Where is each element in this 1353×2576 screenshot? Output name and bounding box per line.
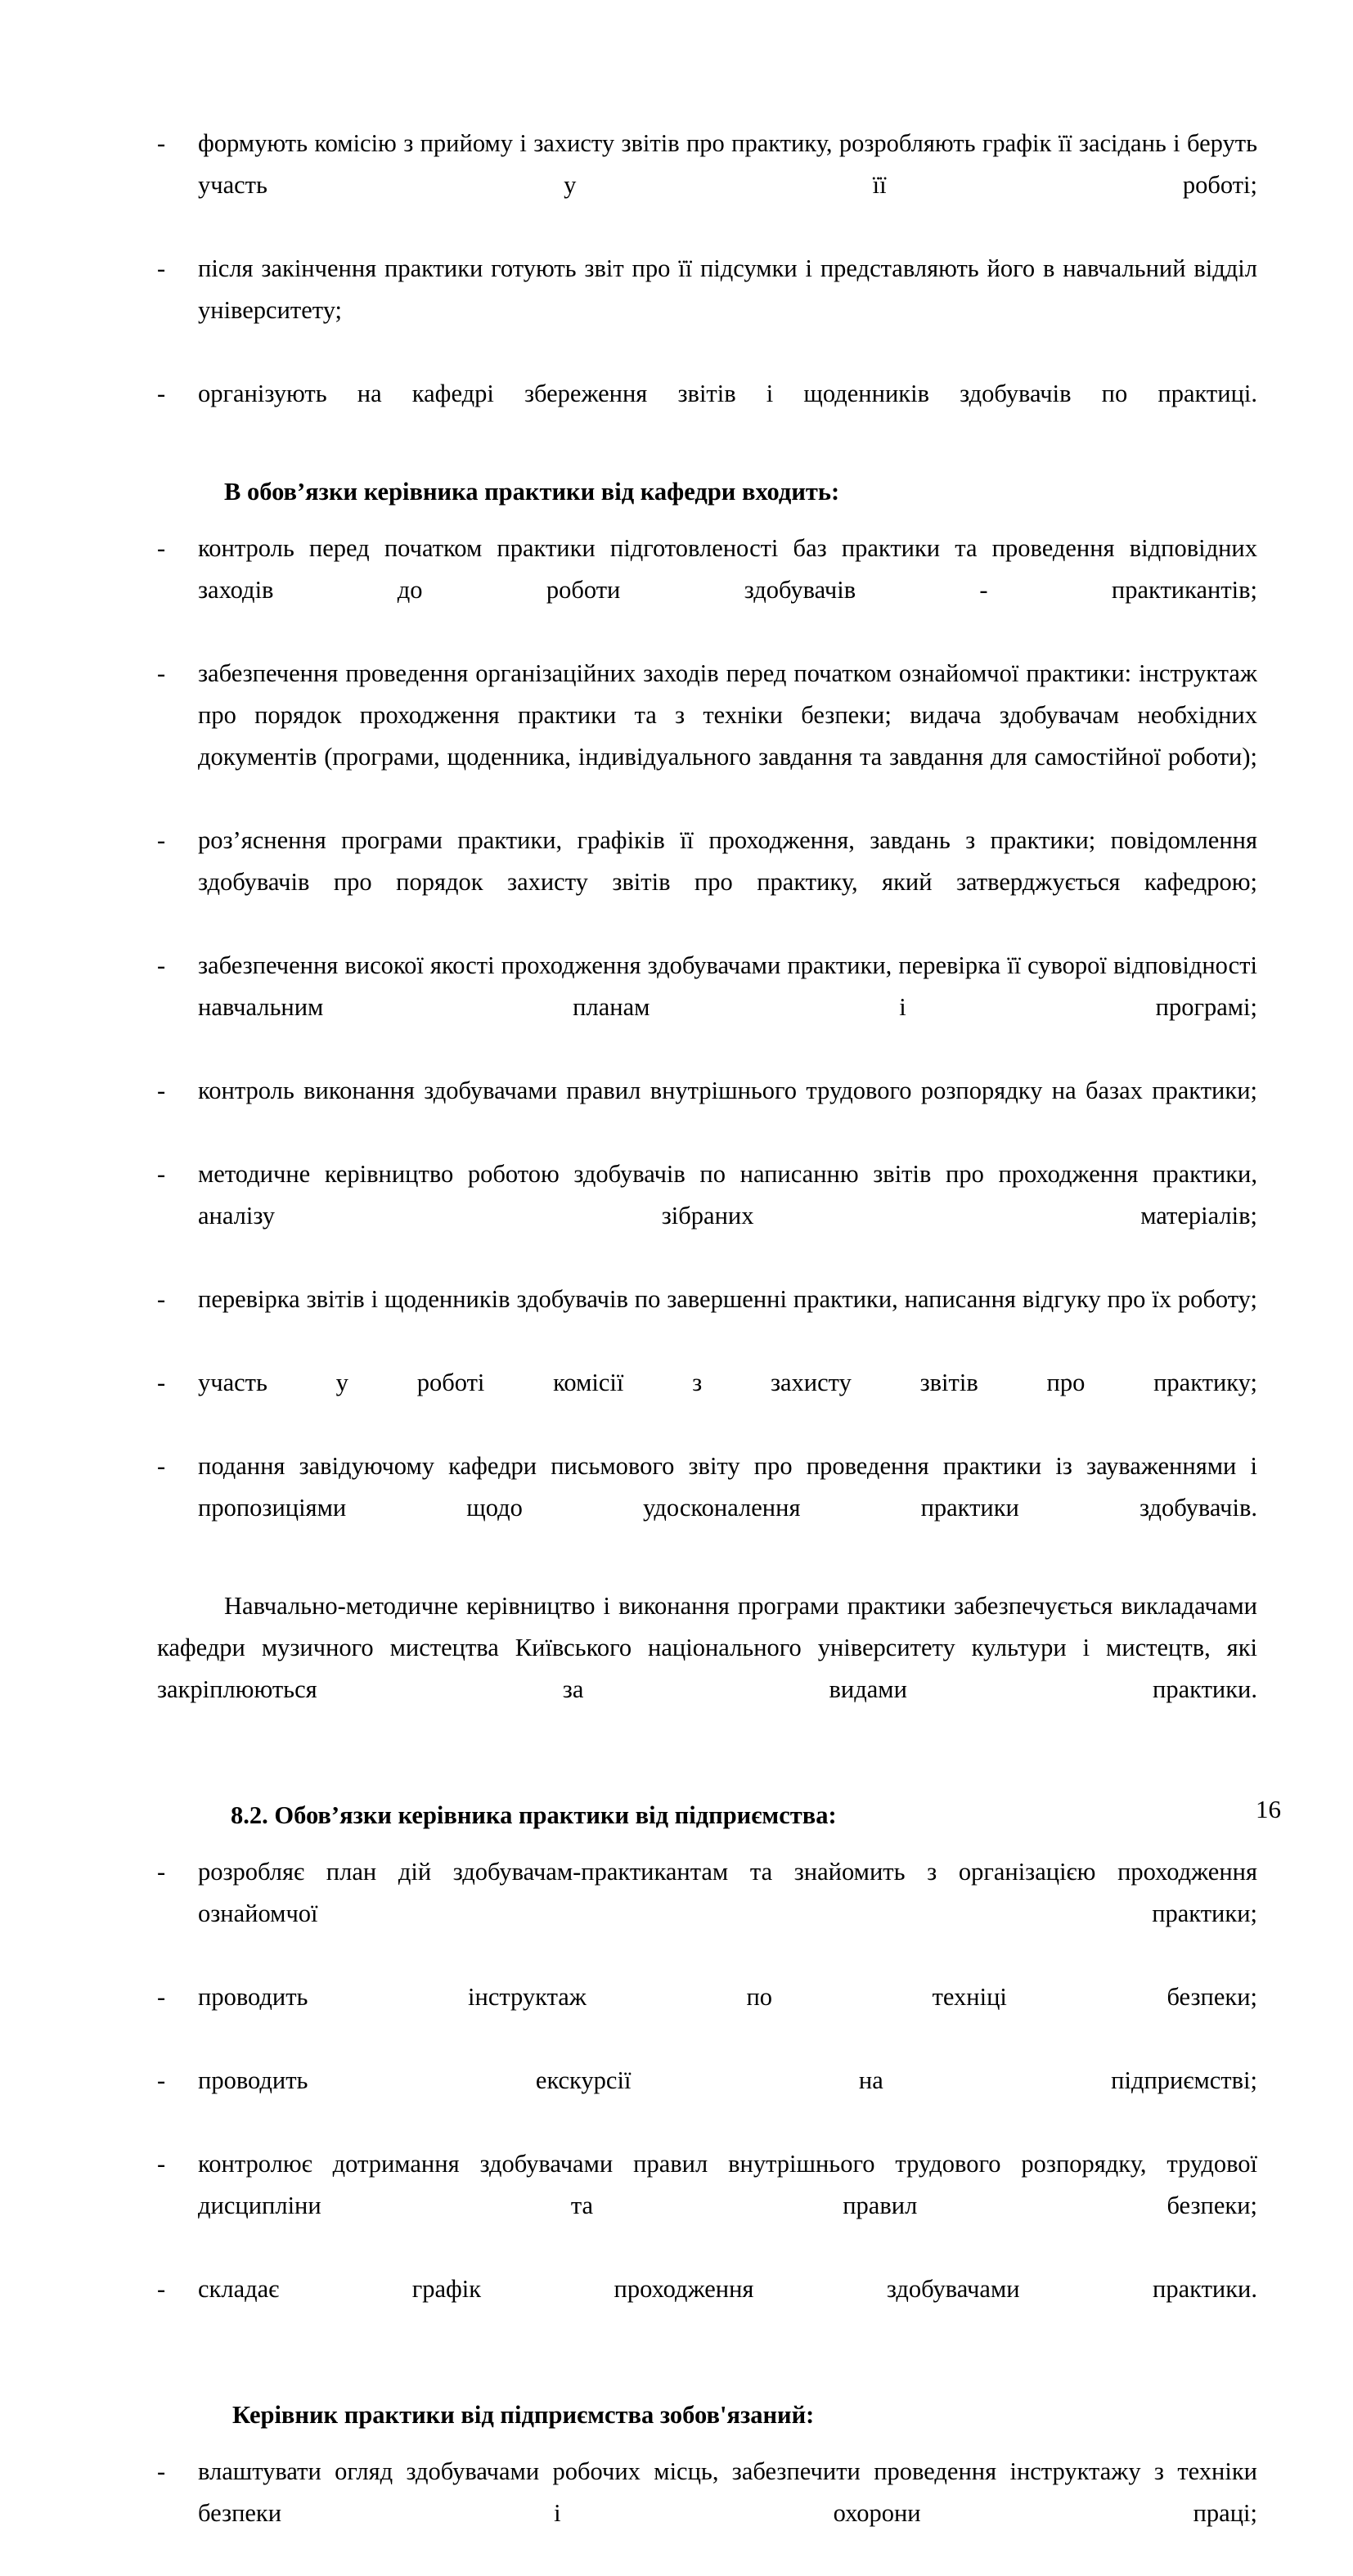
- list-item: [157, 1445, 1257, 1571]
- list-item: [157, 123, 1257, 248]
- bullet-dash: -: [157, 534, 166, 562]
- list-item-text: перевірка звітів і щоденників здобувачів по завершенні практики, написання відгуку про їх роботу;: [198, 1285, 1257, 1313]
- list-item-text: складає графік проходження здобувачами практики.: [198, 2275, 1257, 2303]
- bullet-dash: -: [157, 380, 166, 407]
- bullet-dash: -: [157, 1983, 166, 2011]
- list-item: [157, 373, 1257, 456]
- list-item-text: формують комісію з прийому і захисту звітів про практику, розробляють графік її засідань і беруть участь у її роботі;: [198, 129, 1257, 199]
- bullet-dash: -: [157, 1285, 166, 1313]
- bullet-dash: -: [157, 1077, 166, 1104]
- list-item: [157, 1851, 1257, 1976]
- bullet-dash: -: [157, 2066, 166, 2094]
- list-item: [157, 653, 1257, 820]
- bullet-dash: -: [157, 2150, 166, 2178]
- block-spacer: [157, 1752, 1257, 1795]
- list-item-text: контроль перед початком практики підготовленості баз практики та проведення відповідних заходів до роботи здобувачів - практикантів;: [198, 534, 1257, 604]
- bullet-dash: -: [157, 659, 166, 687]
- page-number: 16: [1256, 1795, 1281, 1823]
- list-item-text: роз’яснення програми практики, графіків її проходження, завдань з практики; повідомлення здобувачів про порядок захисту звітів про практику, який затверджується кафедрою;: [198, 826, 1257, 896]
- enterprise-supervisor-obligations-list: [157, 2451, 1257, 2576]
- heading-8-2-enterprise-supervisor-duties: 8.2. Обов’язки керівника практики від підприємства:: [231, 1801, 837, 1829]
- bullet-dash: -: [157, 826, 166, 854]
- list-item: [157, 2268, 1257, 2352]
- list-item: [157, 1279, 1257, 1362]
- list-item-text: забезпечення проведення організаційних заходів перед початком ознайомчої практики: інструктаж про порядок проходження практики та з техніки безпеки; видача здобувачам необхідних документів (програми, щоденника, індивідуального завдання та завдання для самостійної роботи);: [198, 659, 1257, 771]
- list-item: [157, 2143, 1257, 2268]
- list-item-text: забезпечення високої якості проходження здобувачами практики, перевірка її суворої відповідності навчальним планам і програмі;: [198, 951, 1257, 1021]
- list-item-text: участь у роботі комісії з захисту звітів про практику;: [198, 1369, 1257, 1396]
- list-item-text: розробляє план дій здобувачам-практикантам та знайомить з організацією проходження ознайомчої практики;: [198, 1858, 1257, 1927]
- block-spacer: [157, 456, 1257, 471]
- bullet-dash: -: [157, 129, 166, 157]
- list-item-text: проводить інструктаж по техніці безпеки;: [198, 1983, 1257, 2011]
- list-item-text: контроль виконання здобувачами правил внутрішнього трудового розпорядку на базах практики;: [198, 1077, 1257, 1104]
- list-item: [157, 528, 1257, 653]
- list-item: [157, 1362, 1257, 1445]
- list-item-text: влаштувати огляд здобувачами робочих місць, забезпечити проведення інструктажу з техніки безпеки і охорони праці;: [198, 2457, 1257, 2527]
- heading-department-supervisor-duties: В обов’язки керівника практики від кафедри входить:: [224, 478, 840, 506]
- duties-department-head-list: [157, 123, 1257, 456]
- bullet-dash: -: [157, 1452, 166, 1480]
- bullet-dash: -: [157, 1858, 166, 1886]
- block-spacer: [157, 1836, 1257, 1851]
- list-item: [157, 1153, 1257, 1279]
- list-item: [157, 2451, 1257, 2576]
- paragraph-methodical-guidance: Навчально-методичне керівництво і виконання програми практики забезпечується викладачами кафедри музичного мистецтва Київського національного університету культури і мистецтв, які закріплюються за видами практики.: [157, 1592, 1257, 1703]
- heading-enterprise-supervisor-obliged: Керівник практики від підприємства зобов'язаний:: [232, 2401, 815, 2429]
- list-item-text: після закінчення практики готують звіт про її підсумки і представляють його в навчальний відділ університету;: [198, 254, 1257, 324]
- bullet-dash: -: [157, 2275, 166, 2303]
- list-item-text: контролює дотримання здобувачами правил внутрішнього трудового розпорядку, трудової дисципліни та правил безпеки;: [198, 2150, 1257, 2219]
- block-spacer: [157, 2352, 1257, 2394]
- list-item: [157, 1976, 1257, 2060]
- list-item: [157, 248, 1257, 373]
- list-item: [157, 1070, 1257, 1153]
- list-item-text: подання завідуючому кафедри письмового звіту про проведення практики із зауваженнями і пропозиціями щодо удосконалення практики здобувачів.: [198, 1452, 1257, 1522]
- block-spacer: [157, 513, 1257, 528]
- list-item-text: організують на кафедрі збереження звітів і щоденників здобувачів по практиці.: [198, 380, 1257, 407]
- bullet-dash: -: [157, 254, 166, 282]
- list-item: [157, 820, 1257, 945]
- list-item: [157, 945, 1257, 1070]
- bullet-dash: -: [157, 1369, 166, 1396]
- department-supervisor-duties-list: [157, 528, 1257, 1571]
- list-item-text: методичне керівництво роботою здобувачів по написанню звітів про проходження практики, аналізу зібраних матеріалів;: [198, 1160, 1257, 1230]
- list-item-text: проводить екскурсії на підприємстві;: [198, 2066, 1257, 2094]
- bullet-dash: -: [157, 951, 166, 979]
- page-content: [157, 123, 1257, 2576]
- block-spacer: [157, 2436, 1257, 2451]
- list-item: [157, 2060, 1257, 2143]
- block-spacer: [157, 1571, 1257, 1585]
- bullet-dash: -: [157, 2457, 166, 2485]
- bullet-dash: -: [157, 1160, 166, 1188]
- enterprise-supervisor-duties-list: [157, 1851, 1257, 2352]
